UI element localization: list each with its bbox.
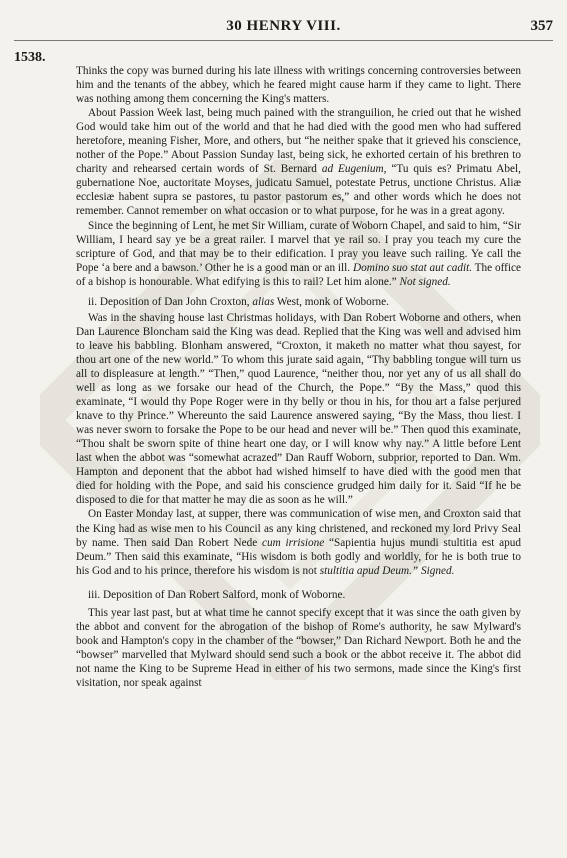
- italic-text: ad Eugenium: [321, 163, 384, 176]
- heading-text: West, monk of Woborne.: [274, 295, 389, 308]
- section-heading-ii: [76, 295, 521, 309]
- paragraph-3: [76, 219, 521, 289]
- page-number: 357: [530, 18, 553, 34]
- paragraph-2: [76, 106, 521, 218]
- paragraph-4: [76, 311, 521, 508]
- document-body: [76, 64, 521, 690]
- paragraph-6: [76, 606, 521, 690]
- heading-text: iii. Deposition of Dan Robert Salford, monk of Woborne.: [88, 588, 346, 601]
- paragraph-text: The office of a bishop is honourable. What edifying is this to rail? Let him alone.”: [76, 261, 521, 288]
- paragraph-text: , “Tu quis es? Primatu Abel, gubernatione Noe, auctoritate Moyses, judicatu Samuel, potestate Petrus, unctione Christus. Aliæ ecclesiæ habent supra se pastores, tu pastor pastorum es,” and other words which he does not remember. Cannot remember on what occasion or to what purpose, for he was in a great agony.: [76, 163, 521, 218]
- paragraph-text: This year last past, but at what time he cannot specify except that it was since the oath given by the abbot and convent for the abrogation of the bishop of Rome's authority, he saw Mylward's book and Hampton's copy in the chamber of the “bowser,” Dan Richard Newport. Both he and the “bowser” marvelled that Mylward should send such a book or the abbot receive it. The abbot did not name the King to be Supreme Head in either of his two sermons, made since the King's first visitation, nor speak against: [76, 606, 521, 689]
- italic-text: alias: [252, 295, 275, 308]
- heading-text: ii. Deposition of Dan John Croxton,: [88, 295, 253, 308]
- paragraph-text: Since the beginning of Lent, he met Sir William, curate of Woborn Chapel, and said to him, “Sir William, I heard say ye be a great railer. I marvel that ye rail so. I pray you teach my cure the scripture of God, and that may be to their edification. I pray you leave such railing. Ye call the Pope ‘a bere and a bawson.’ Other he is a good man or an ill.: [76, 219, 521, 274]
- paragraph-text: On Easter Monday last, at supper, there was communication of wise men, and Croxton said that the King had as wise men to his Council as any king christened, and reckoned my lord Privy Seal by name. Then said Dan Robert Nede: [76, 508, 521, 549]
- paragraph-5: [76, 507, 521, 577]
- paragraph-1: [76, 64, 521, 106]
- header-rule: [14, 40, 553, 41]
- paragraph-text: Thinks the copy was burned during his late illness with writings concerning controversies between him and the tenants of the abbey, which he feared might cause harm if they came to light. There was nothing among them concerning the King's matters.: [76, 65, 521, 106]
- margin-year: 1538.: [14, 50, 46, 65]
- italic-text: stultitia apud Deum.” Signed.: [319, 564, 455, 577]
- paragraph-text: About Passion Week last, being much pained with the stranguilion, he cried out that he wished God would take him out of the world and that he had died with the good men who had suffered heretofore, meaning Fisher, More, and others, but “he neither spake that it grieved his conscience, nother of the Pope.” About Passion Sunday last, being sick, he exhorted certain of his brethren to charity and rehearsed certain words of St. Bernard: [76, 107, 521, 176]
- paragraph-text: “Sapientia hujus mundi stultitia est apud Deum.” Then said this examinate, “His wisdom is both godly and worldly, for he is both true to his God and to his prince, therefore his wisdom is not: [76, 536, 522, 577]
- running-header: [0, 18, 567, 40]
- signature-note: Not signed.: [399, 275, 451, 288]
- section-heading-iii: [76, 588, 521, 602]
- italic-text: Domino suo stat aut cadit.: [352, 261, 473, 274]
- running-title: 30 HENRY VIII.: [226, 18, 341, 34]
- italic-text: cum irrisione: [261, 536, 325, 549]
- paragraph-text: Was in the shaving house last Christmas holidays, with Dan Robert Woborne and others, when Dan Laurence Bloncham said the King was dead. Replied that the King was well and advised him to leave his babbling. Blonham answered, “Croxton, it maketh no matter what thou sayest, for thou art one of the new world.” To whom this jurate said again, “Thy babbling tongue will turn us all to displeasure at length.” “Then,” quod Laurence, “neither thou, nor yet any of us all shall do well as long as we forsake our head of the Church, the Pope.” “By the Mass,” quod this examinate, “I would thy Pope Roger were in thy belly or thou in his, for thou art a false perjured knave to thy Prince.” Whereunto the said Laurence answered saying, “By the Mass, thou liest. I was never sworn to forsake the Pope to be our head and never will be.” Then quod this examinate, “Thou shalt be sworn spite of thine heart one day, or I will know why nay.” A little before Lent last when the abbot was “somewhat acrazed” Dan Rauff Woborn, subprior, reported to Dan. Wm. Hampton and deponent that the abbot had wished himself to have died with the good men that died for holding with the Pope, and said his conscience grudged him daily for it. Said “If he be disposed to die for that matter he may die as soon as he will.”: [76, 311, 521, 507]
